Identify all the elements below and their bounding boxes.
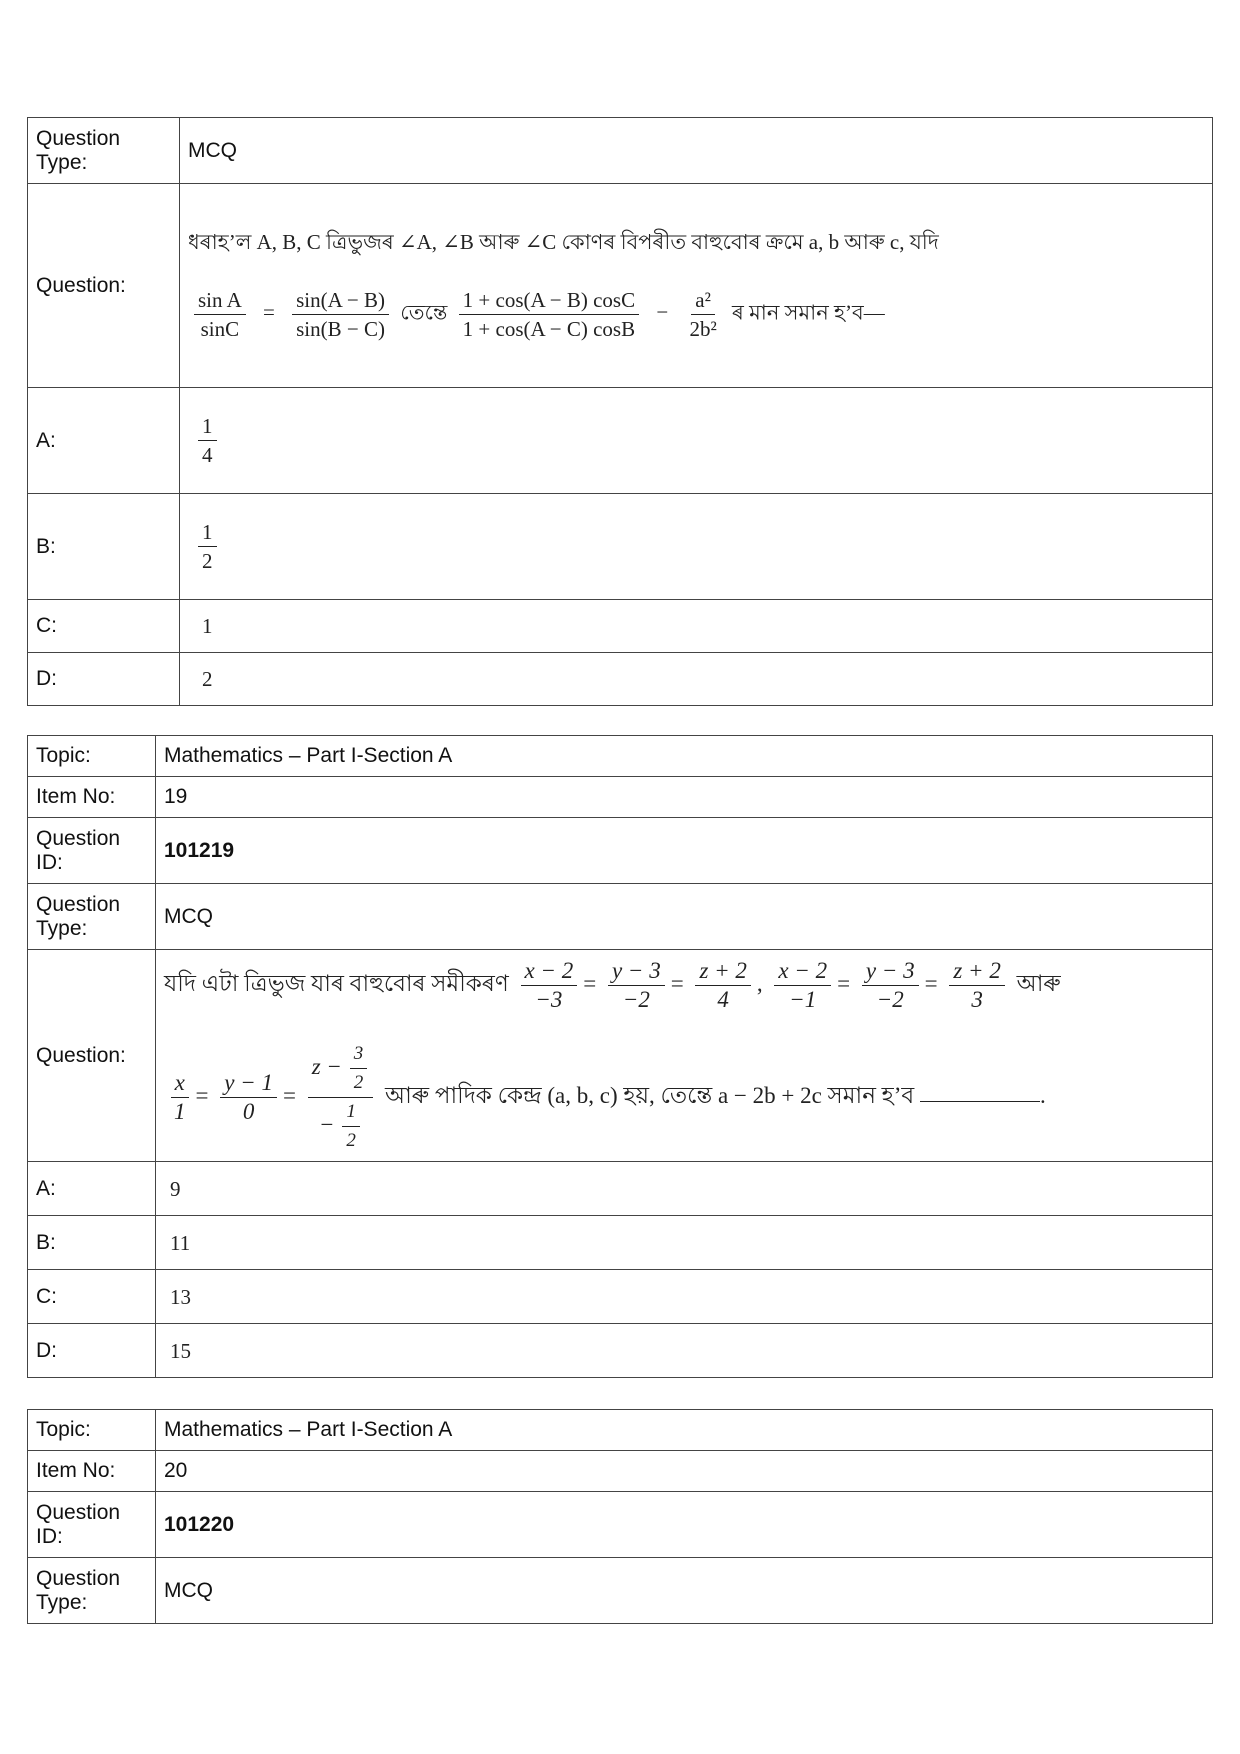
fraction: [220, 1071, 277, 1124]
frac-num: 1 + cos(A − B) cosC: [459, 288, 639, 315]
frac-den: sin(B − C): [296, 317, 385, 341]
option-row-a: [28, 388, 1213, 494]
option-fraction: [198, 414, 217, 467]
question-row: [28, 950, 1213, 1162]
item-no-label: Item No:: [28, 777, 156, 818]
frac-den: 1 + cos(A − C) cosB: [462, 317, 636, 341]
minus-sign: −: [656, 300, 669, 325]
question-type-label: Question Type:: [28, 1558, 156, 1624]
option-label: B:: [28, 494, 180, 600]
question-table-18: [27, 117, 1213, 706]
question-tail: আৰু পাদিক কেন্দ্ৰ (a, b, c) হয়, তেন্তে a − 2b + 2c সমান হ’ব: [384, 1082, 915, 1108]
frac-num: [308, 1042, 373, 1098]
topic-row: [28, 1410, 1213, 1451]
frac-den: 2: [353, 1071, 364, 1093]
item-no-row: [28, 1451, 1213, 1492]
question-intro: যদি এটা ত্ৰিভুজ যাৰ বাহুবোৰ সমীকৰণ: [164, 970, 509, 996]
question-type-value: MCQ: [180, 118, 1213, 184]
fraction-a2-2b2: [685, 288, 720, 341]
question-row: [28, 184, 1213, 388]
fraction-sinA-sinC: [194, 288, 246, 341]
option-row-c: [28, 1270, 1213, 1324]
comma: ,: [756, 970, 763, 996]
inner-fraction: [342, 1100, 360, 1153]
option-row-d: [28, 653, 1213, 706]
question-id-label: Question ID:: [28, 818, 156, 884]
fraction: [695, 959, 750, 1012]
fraction: [608, 959, 665, 1012]
frac-den: 2: [346, 1129, 356, 1151]
question-table-19: [27, 735, 1213, 1378]
option-row-d: [28, 1324, 1213, 1378]
question-id-value: 101219: [156, 818, 1213, 884]
option-row-c: [28, 600, 1213, 653]
frac-num: z + 2: [695, 959, 750, 986]
frac-num: 1: [198, 414, 217, 441]
question-line-2: $\frac{x}{1}$ = $\frac{y - 1}{0}$ = z − $\frac{3}{2}$ − $\frac{1}{2}$ আৰু পাদিক কেন্দ্ৰ (a, b, c) হয়, তেন্তে a − 2b + 2c সমান হ’ব .: [164, 1042, 1204, 1153]
question-type-value: MCQ: [156, 884, 1213, 950]
fraction: [521, 959, 578, 1012]
option-row-b: [28, 494, 1213, 600]
frac-den: −3: [535, 986, 563, 1012]
option-label: D:: [28, 653, 180, 706]
question-id-row: [28, 1492, 1213, 1558]
topic-row: [28, 736, 1213, 777]
option-value: 13: [156, 1270, 1213, 1324]
topic-value: Mathematics – Part I-Section A: [156, 736, 1213, 777]
option-row-a: [28, 1162, 1213, 1216]
question-type-label: Question Type:: [28, 118, 180, 184]
option-label: D:: [28, 1324, 156, 1378]
option-label: C:: [28, 1270, 156, 1324]
question-type-value: MCQ: [156, 1558, 1213, 1624]
question-id-label: Question ID:: [28, 1492, 156, 1558]
question-type-label: Question Type:: [28, 884, 156, 950]
question-label: Question:: [28, 184, 180, 388]
frac-den: 4: [202, 443, 213, 467]
fraction-nested: [308, 1042, 373, 1153]
frac-num: 1: [342, 1100, 360, 1127]
frac-den: 1: [174, 1098, 186, 1124]
equals-sign: =: [263, 300, 275, 325]
question-type-row: [28, 1558, 1213, 1624]
topic-label: Topic:: [28, 1410, 156, 1451]
question-type-row: [28, 118, 1213, 184]
frac-num: y − 3: [862, 959, 919, 986]
option-value: 9: [156, 1162, 1213, 1216]
frac-den: −2: [876, 986, 904, 1012]
question-table-20: [27, 1409, 1213, 1624]
option-label: A:: [28, 1162, 156, 1216]
answer-blank: [920, 1101, 1040, 1102]
option-row-b: [28, 1216, 1213, 1270]
fraction-cos-expr: [459, 288, 639, 341]
question-text: [156, 950, 1213, 1162]
frac-den: sinC: [200, 317, 240, 341]
option-value: [180, 494, 1213, 600]
topic-label: Topic:: [28, 736, 156, 777]
fraction-sin-diff: [292, 288, 389, 341]
frac-num: x − 2: [774, 959, 831, 986]
question-id-row: [28, 818, 1213, 884]
frac-num: 3: [350, 1042, 368, 1069]
question-tail: ৰ মান সমান হ’ব—: [732, 300, 885, 325]
option-label: C:: [28, 600, 180, 653]
item-no-label: Item No:: [28, 1451, 156, 1492]
inner-fraction: [350, 1042, 368, 1095]
option-value: 15: [156, 1324, 1213, 1378]
question-text: [180, 184, 1213, 388]
option-value: [180, 388, 1213, 494]
question-line-1: ধৰাহ’ল A, B, C ত্ৰিভুজৰ ∠A, ∠B আৰু ∠C কোণৰ বিপৰীত বাহুবোৰ ক্ৰমে a, b আৰু c, যদি: [188, 230, 939, 254]
then-word: তেন্তে: [400, 300, 448, 325]
option-label: B:: [28, 1216, 156, 1270]
frac-num: y − 1: [220, 1071, 277, 1098]
question-type-row: [28, 884, 1213, 950]
frac-den: −1: [789, 986, 817, 1012]
frac-num: a²: [691, 288, 715, 315]
frac-num: sin(A − B): [292, 288, 389, 315]
frac-num: sin A: [194, 288, 246, 315]
option-value: 11: [156, 1216, 1213, 1270]
frac-num: x − 2: [521, 959, 578, 986]
fraction: [949, 959, 1004, 1012]
option-fraction: [198, 520, 217, 573]
frac-den: −2: [622, 986, 650, 1012]
frac-den: 3: [971, 986, 983, 1012]
frac-num: z + 2: [949, 959, 1004, 986]
frac-den: [315, 1098, 366, 1153]
question-id-value: 101220: [156, 1492, 1213, 1558]
and-word: আৰু: [1016, 970, 1061, 996]
topic-value: Mathematics – Part I-Section A: [156, 1410, 1213, 1451]
item-no-value: 20: [156, 1451, 1213, 1492]
frac-num: 1: [198, 520, 217, 547]
question-label: Question:: [28, 950, 156, 1162]
frac-den: 2: [202, 549, 213, 573]
frac-den: 2b²: [689, 317, 717, 341]
option-label: A:: [28, 388, 180, 494]
frac-den: 0: [242, 1098, 255, 1124]
option-value: 1: [180, 600, 1213, 653]
frac-den: 4: [717, 986, 729, 1012]
item-no-value: 19: [156, 777, 1213, 818]
fraction: [170, 1071, 190, 1124]
frac-num-prefix: z −: [311, 1053, 342, 1079]
question-line-2: [188, 288, 1204, 341]
frac-num: x: [171, 1071, 189, 1098]
question-line-1: যদি এটা ত্ৰিভুজ যাৰ বাহুবোৰ সমীকৰণ $\frac{x - 2}{-3}$ = $\frac{y - 3}{-2}$ = $\frac{z + 2}{4}$ , $\frac{x - 2}{-1}$ = $\frac{y - 3}{-2}$ = $\frac{z + 2}{3}$ আৰু: [164, 957, 1061, 1012]
period: .: [1039, 1082, 1046, 1108]
frac-num: y − 3: [608, 959, 665, 986]
item-no-row: [28, 777, 1213, 818]
frac-den-prefix: −: [319, 1111, 335, 1137]
fraction: [862, 959, 919, 1012]
option-value: 2: [180, 653, 1213, 706]
fraction: [774, 959, 831, 1012]
